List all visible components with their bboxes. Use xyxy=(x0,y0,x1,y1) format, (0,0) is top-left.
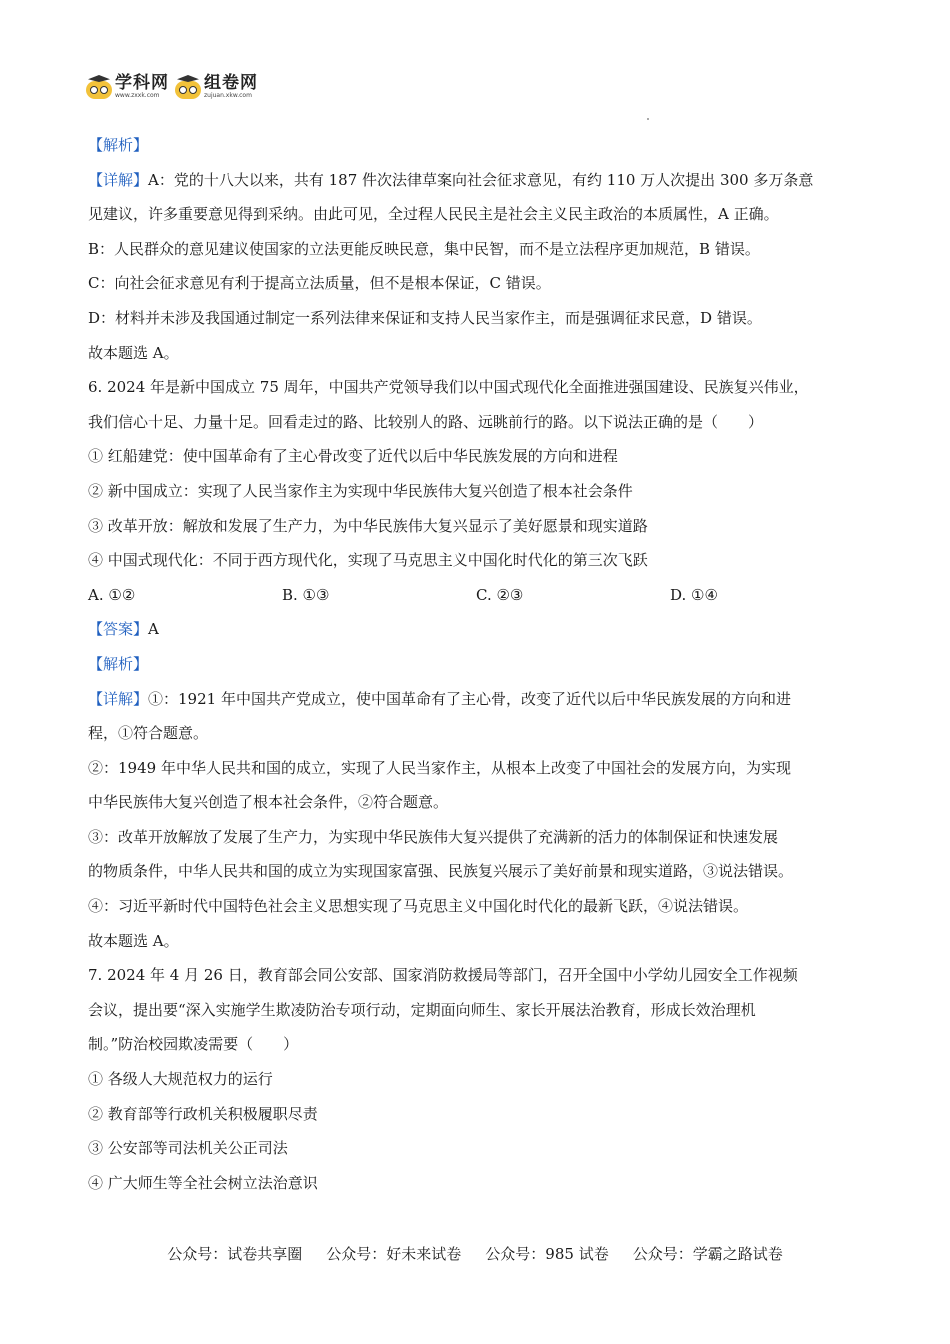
line-text: ③ 公安部等司法机关公正司法 xyxy=(88,1139,288,1158)
logo-title: 组卷网 xyxy=(204,73,258,93)
text-line xyxy=(88,474,878,509)
footer-item: 公众号：学霸之路试卷 xyxy=(632,1245,783,1263)
logo-xuekewang xyxy=(86,74,169,100)
line-text: 见建议，许多重要意见得到采纳。由此可见，全过程人民民主是社会主义民主政治的本质属性，A 正确。 xyxy=(88,205,779,224)
text-line xyxy=(88,1097,878,1132)
text-line xyxy=(88,854,878,889)
section-tag: 【答案】 xyxy=(88,620,149,639)
answer-options xyxy=(88,578,878,613)
line-text: D：材料并未涉及我国通过制定一系列法律来保证和支持人民当家作主，而是强调征求民意，D 错误。 xyxy=(88,308,762,327)
line-text: 的物质条件，中华人民共和国的成立为实现国家富强、民族复兴展示了美好前景和现实道路，③说法错误。 xyxy=(88,862,794,881)
text-line xyxy=(88,1131,878,1166)
line-text: 中华民族伟大复兴创造了根本社会条件，②符合题意。 xyxy=(88,793,449,812)
line-text: 故本题选 A。 xyxy=(88,343,179,362)
text-line xyxy=(88,266,878,301)
logo-url: www.zxxk.com xyxy=(115,92,160,99)
line-text: 故本题选 A。 xyxy=(88,931,179,950)
logo-url: zujuan.xkw.com xyxy=(204,92,252,99)
text-line xyxy=(88,336,878,371)
line-text: 程，①符合题意。 xyxy=(88,724,209,743)
text-line xyxy=(88,716,878,751)
text-line xyxy=(88,543,878,578)
logo-title: 学科网 xyxy=(115,73,169,93)
option-b: B. ①③ xyxy=(282,585,330,604)
line-text: B：人民群众的意见建议使国家的立法更能反映民意，集中民智，而不是立法程序更加规范，B 错误。 xyxy=(88,239,760,258)
text-line xyxy=(88,439,878,474)
line-text: 我们信心十足、力量十足。回看走过的路、比较别人的路、远眺前行的路。以下说法正确的是（ ） xyxy=(88,412,764,431)
line-text: ② 新中国成立：实现了人民当家作主为实现中华民族伟大复兴创造了根本社会条件 xyxy=(88,481,633,500)
text-line xyxy=(88,1027,878,1062)
text-line xyxy=(88,128,878,163)
line-text: 制。”防治校园欺凌需要（ ） xyxy=(88,1035,299,1054)
owl-icon xyxy=(175,75,201,99)
text-line xyxy=(88,232,878,267)
text-line xyxy=(88,924,878,959)
option-d: D. ①④ xyxy=(670,585,718,604)
footer-item: 公众号：好未来试卷 xyxy=(326,1245,462,1263)
line-text: ②：1949 年中华人民共和国的成立，实现了人民当家作主，从根本上改变了中国社会的发展方向，为实现 xyxy=(88,758,791,777)
document-body xyxy=(88,128,878,1200)
text-line xyxy=(88,647,878,682)
line-text: A：党的十八大以来，共有 187 件次法律草案向社会征求意见，有约 110 万人次提出 300 多万条意 xyxy=(148,170,814,189)
line-text: 6. 2024 年是新中国成立 75 周年，中国共产党领导我们以中国式现代化全面推进强国建设、民族复兴伟业， xyxy=(88,378,809,397)
line-text: ①：1921 年中国共产党成立，使中国革命有了主心骨，改变了近代以后中华民族发展的方向和进 xyxy=(148,689,791,708)
text-line xyxy=(88,1062,878,1097)
line-text: 7. 2024 年 4 月 26 日，教育部会同公安部、国家消防救援局等部门，召开全国中小学幼儿园安全工作视频 xyxy=(88,966,798,985)
line-text: ④ 广大师生等全社会树立法治意识 xyxy=(88,1173,318,1192)
line-text: 会议，提出要“深入实施学生欺凌防治专项行动，定期面向师生、家长开展法治教育，形成长效治理机 xyxy=(88,1000,756,1019)
text-line xyxy=(88,197,878,232)
text-line xyxy=(88,682,878,717)
line-text: ④：习近平新时代中国特色社会主义思想实现了马克思主义中国化时代化的最新飞跃，④说法错误。 xyxy=(88,897,749,916)
text-line xyxy=(88,370,878,405)
line-text: ① 各级人大规范权力的运行 xyxy=(88,1070,273,1089)
line-text: ③ 改革开放：解放和发展了生产力，为中华民族伟大复兴显示了美好愿景和现实道路 xyxy=(88,516,648,535)
text-line xyxy=(88,993,878,1028)
text-line xyxy=(88,958,878,993)
line-text: ④ 中国式现代化：不同于西方现代化，实现了马克思主义中国化时代化的第三次飞跃 xyxy=(88,551,648,570)
line-text: A xyxy=(148,620,159,639)
section-tag: 【解析】 xyxy=(88,136,149,154)
option-a: A. ①② xyxy=(88,585,136,604)
line-text: ③：改革开放解放了发展了生产力，为实现中华民族伟大复兴提供了充满新的活力的体制保证和快速发展 xyxy=(88,827,779,846)
footer xyxy=(0,1242,950,1266)
decorative-dot xyxy=(647,118,649,120)
text-line xyxy=(88,163,878,198)
footer-item: 公众号：试卷共享圈 xyxy=(167,1245,303,1263)
text-line xyxy=(88,889,878,924)
site-logo xyxy=(86,70,264,104)
section-tag: 【详解】 xyxy=(88,170,149,189)
owl-icon xyxy=(86,75,112,99)
line-text: C：向社会征求意见有利于提高立法质量，但不是根本保证，C 错误。 xyxy=(88,274,551,293)
text-line xyxy=(88,405,878,440)
text-line xyxy=(88,820,878,855)
text-line xyxy=(88,301,878,336)
text-line xyxy=(88,751,878,786)
footer-item: 公众号：985 试卷 xyxy=(485,1245,609,1263)
section-tag: 【解析】 xyxy=(88,654,149,673)
line-text: ② 教育部等行政机关积极履职尽责 xyxy=(88,1104,318,1123)
text-line xyxy=(88,612,878,647)
text-line xyxy=(88,785,878,820)
option-c: C. ②③ xyxy=(476,585,524,604)
section-tag: 【详解】 xyxy=(88,689,149,708)
logo-zujuanwang xyxy=(175,74,258,100)
text-line xyxy=(88,1166,878,1201)
line-text: ① 红船建党：使中国革命有了主心骨改变了近代以后中华民族发展的方向和进程 xyxy=(88,447,618,466)
text-line xyxy=(88,509,878,544)
